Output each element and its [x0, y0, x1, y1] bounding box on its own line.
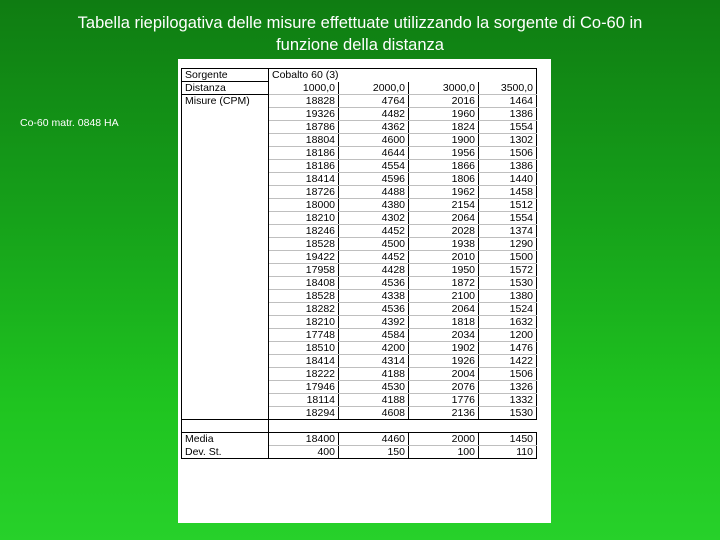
row-label-empty — [182, 147, 269, 160]
spacer-cell — [479, 420, 537, 433]
measurement-cell: 18186 — [269, 160, 339, 173]
measurement-cell: 18414 — [269, 173, 339, 186]
table-row — [182, 290, 537, 303]
measurement-cell: 2064 — [409, 212, 479, 225]
spacer-cell — [269, 420, 339, 433]
measurement-cell: 4536 — [339, 303, 409, 316]
measurement-cell: 17958 — [269, 264, 339, 277]
row-label-empty — [182, 121, 269, 134]
measurement-cell: 4644 — [339, 147, 409, 160]
measurement-cell: 1524 — [479, 303, 537, 316]
measurement-cell: 1506 — [479, 368, 537, 381]
measurement-cell: 2100 — [409, 290, 479, 303]
table-row — [182, 95, 537, 108]
measurement-cell: 2154 — [409, 199, 479, 212]
table-row — [182, 251, 537, 264]
row-label-empty — [182, 199, 269, 212]
source-name: Cobalto 60 (3) — [269, 69, 537, 82]
stat-value: 2000 — [409, 433, 479, 446]
measurement-cell: 4482 — [339, 108, 409, 121]
table-row — [182, 225, 537, 238]
distance-header: 1000,0 — [269, 82, 339, 95]
measurement-cell: 1506 — [479, 147, 537, 160]
stat-value: 400 — [269, 446, 339, 459]
row-label-empty — [182, 264, 269, 277]
row-label-empty — [182, 225, 269, 238]
measurement-cell: 18786 — [269, 121, 339, 134]
measurement-cell: 1926 — [409, 355, 479, 368]
row-label-empty — [182, 316, 269, 329]
measurement-cell: 2136 — [409, 407, 479, 420]
stat-value: 4460 — [339, 433, 409, 446]
measurement-cell: 1938 — [409, 238, 479, 251]
measurement-cell: 1422 — [479, 355, 537, 368]
table-row — [182, 342, 537, 355]
measurement-cell: 2028 — [409, 225, 479, 238]
table-row — [182, 238, 537, 251]
measurement-cell: 17748 — [269, 329, 339, 342]
measurement-cell: 1950 — [409, 264, 479, 277]
measurement-cell: 4188 — [339, 394, 409, 407]
stat-label: Media — [182, 433, 269, 446]
row-label-empty — [182, 134, 269, 147]
distance-header: 3500,0 — [479, 82, 537, 95]
measurement-cell: 18528 — [269, 238, 339, 251]
measurement-cell: 19422 — [269, 251, 339, 264]
table-row — [182, 368, 537, 381]
measurement-cell: 4338 — [339, 290, 409, 303]
source-serial-label: Co-60 matr. 0848 HA — [20, 117, 119, 129]
measurement-cell: 1572 — [479, 264, 537, 277]
slide-title-line-1: Tabella riepilogativa delle misure effettuate utilizzando la sorgente di Co-60 in — [77, 14, 643, 32]
measurement-cell: 18510 — [269, 342, 339, 355]
measurement-cell: 4596 — [339, 173, 409, 186]
measurement-cell: 1440 — [479, 173, 537, 186]
table-row — [182, 277, 537, 290]
measurement-cell: 1302 — [479, 134, 537, 147]
measurement-cell: 4530 — [339, 381, 409, 394]
measurement-cell: 1290 — [479, 238, 537, 251]
measurement-cell: 1962 — [409, 186, 479, 199]
measurement-cell: 4600 — [339, 134, 409, 147]
measurement-cell: 18414 — [269, 355, 339, 368]
measurement-cell: 4200 — [339, 342, 409, 355]
measurement-cell: 18294 — [269, 407, 339, 420]
measurement-cell: 1554 — [479, 212, 537, 225]
measurement-cell: 4392 — [339, 316, 409, 329]
spacer-cell — [339, 420, 409, 433]
table-row — [182, 407, 537, 420]
distance-header: 2000,0 — [339, 82, 409, 95]
measurement-cell: 4608 — [339, 407, 409, 420]
measurements-table — [181, 68, 537, 459]
measurement-cell: 1866 — [409, 160, 479, 173]
measurement-cell: 1806 — [409, 173, 479, 186]
measurement-cell: 1380 — [479, 290, 537, 303]
measurement-cell: 2010 — [409, 251, 479, 264]
measurement-cell: 18210 — [269, 212, 339, 225]
measurement-cell: 1500 — [479, 251, 537, 264]
measurement-cell: 4764 — [339, 95, 409, 108]
row-label-empty — [182, 173, 269, 186]
row-label-empty — [182, 212, 269, 225]
measurement-cell: 4314 — [339, 355, 409, 368]
measurement-cell: 18000 — [269, 199, 339, 212]
measurement-cell: 4500 — [339, 238, 409, 251]
row-label-empty — [182, 342, 269, 355]
row-label-empty — [182, 303, 269, 316]
measurement-cell: 1900 — [409, 134, 479, 147]
measurement-cell: 18222 — [269, 368, 339, 381]
row-label-empty — [182, 355, 269, 368]
row-label-distance: Distanza — [182, 82, 269, 95]
slide-title-line-2: funzione della distanza — [276, 36, 444, 54]
stat-value: 1450 — [479, 433, 537, 446]
table-row — [182, 329, 537, 342]
measurements-sheet — [178, 59, 551, 523]
measurement-cell: 1632 — [479, 316, 537, 329]
row-label-source: Sorgente — [182, 69, 269, 82]
table-row-distance — [182, 82, 537, 95]
row-label-measurements: Misure (CPM) — [182, 95, 269, 108]
measurement-cell: 4554 — [339, 160, 409, 173]
measurement-cell: 18408 — [269, 277, 339, 290]
measurement-cell: 4302 — [339, 212, 409, 225]
measurement-cell: 1332 — [479, 394, 537, 407]
table-row — [182, 121, 537, 134]
measurement-cell: 18726 — [269, 186, 339, 199]
table-row — [182, 381, 537, 394]
stat-value: 100 — [409, 446, 479, 459]
table-row — [182, 199, 537, 212]
stat-value: 110 — [479, 446, 537, 459]
spacer-cell — [409, 420, 479, 433]
table-row — [182, 160, 537, 173]
measurement-cell: 1960 — [409, 108, 479, 121]
table-row — [182, 212, 537, 225]
measurement-cell: 4536 — [339, 277, 409, 290]
row-label-empty — [182, 381, 269, 394]
row-label-empty — [182, 238, 269, 251]
table-row — [182, 355, 537, 368]
measurement-cell: 18282 — [269, 303, 339, 316]
row-label-empty — [182, 160, 269, 173]
measurement-cell: 2004 — [409, 368, 479, 381]
measurement-cell: 2034 — [409, 329, 479, 342]
measurement-cell: 19326 — [269, 108, 339, 121]
stat-label: Dev. St. — [182, 446, 269, 459]
measurement-cell: 1956 — [409, 147, 479, 160]
table-row — [182, 134, 537, 147]
table-row-std-dev — [182, 446, 537, 459]
table-row — [182, 264, 537, 277]
measurement-cell: 18210 — [269, 316, 339, 329]
measurement-cell: 1464 — [479, 95, 537, 108]
spacer-cell — [182, 420, 269, 433]
measurement-cell: 1818 — [409, 316, 479, 329]
measurement-cell: 18828 — [269, 95, 339, 108]
measurement-cell: 1476 — [479, 342, 537, 355]
measurement-cell: 18186 — [269, 147, 339, 160]
measurement-cell: 18114 — [269, 394, 339, 407]
row-label-empty — [182, 251, 269, 264]
measurement-cell: 1530 — [479, 407, 537, 420]
row-label-empty — [182, 368, 269, 381]
row-label-empty — [182, 277, 269, 290]
measurement-cell: 4452 — [339, 225, 409, 238]
measurement-cell: 1374 — [479, 225, 537, 238]
measurement-cell: 4584 — [339, 329, 409, 342]
measurement-cell: 2016 — [409, 95, 479, 108]
measurement-cell: 1776 — [409, 394, 479, 407]
table-row-mean — [182, 433, 537, 446]
table-row — [182, 173, 537, 186]
row-label-empty — [182, 394, 269, 407]
table-row — [182, 394, 537, 407]
measurement-cell: 18246 — [269, 225, 339, 238]
measurement-cell: 4188 — [339, 368, 409, 381]
measurement-cell: 1872 — [409, 277, 479, 290]
measurement-cell: 1386 — [479, 160, 537, 173]
measurement-cell: 4452 — [339, 251, 409, 264]
row-label-empty — [182, 108, 269, 121]
measurement-cell: 18804 — [269, 134, 339, 147]
measurement-cell: 2064 — [409, 303, 479, 316]
measurement-cell: 2076 — [409, 381, 479, 394]
row-label-empty — [182, 329, 269, 342]
measurement-cell: 4428 — [339, 264, 409, 277]
measurement-cell: 1554 — [479, 121, 537, 134]
table-spacer-row — [182, 420, 537, 433]
measurement-cell: 17946 — [269, 381, 339, 394]
measurement-cell: 4380 — [339, 199, 409, 212]
measurement-cell: 18528 — [269, 290, 339, 303]
table-row — [182, 303, 537, 316]
table-row — [182, 147, 537, 160]
slide-title — [0, 12, 720, 56]
measurement-cell: 1512 — [479, 199, 537, 212]
measurement-cell: 1326 — [479, 381, 537, 394]
table-row — [182, 108, 537, 121]
measurement-cell: 1386 — [479, 108, 537, 121]
stat-value: 18400 — [269, 433, 339, 446]
table-row — [182, 186, 537, 199]
measurement-cell: 1458 — [479, 186, 537, 199]
measurement-cell: 1902 — [409, 342, 479, 355]
table-row — [182, 316, 537, 329]
measurement-cell: 4488 — [339, 186, 409, 199]
distance-header: 3000,0 — [409, 82, 479, 95]
measurement-cell: 4362 — [339, 121, 409, 134]
measurement-cell: 1824 — [409, 121, 479, 134]
measurement-cell: 1200 — [479, 329, 537, 342]
table-row-source — [182, 69, 537, 82]
measurement-cell: 1530 — [479, 277, 537, 290]
row-label-empty — [182, 186, 269, 199]
row-label-empty — [182, 290, 269, 303]
stat-value: 150 — [339, 446, 409, 459]
row-label-empty — [182, 407, 269, 420]
